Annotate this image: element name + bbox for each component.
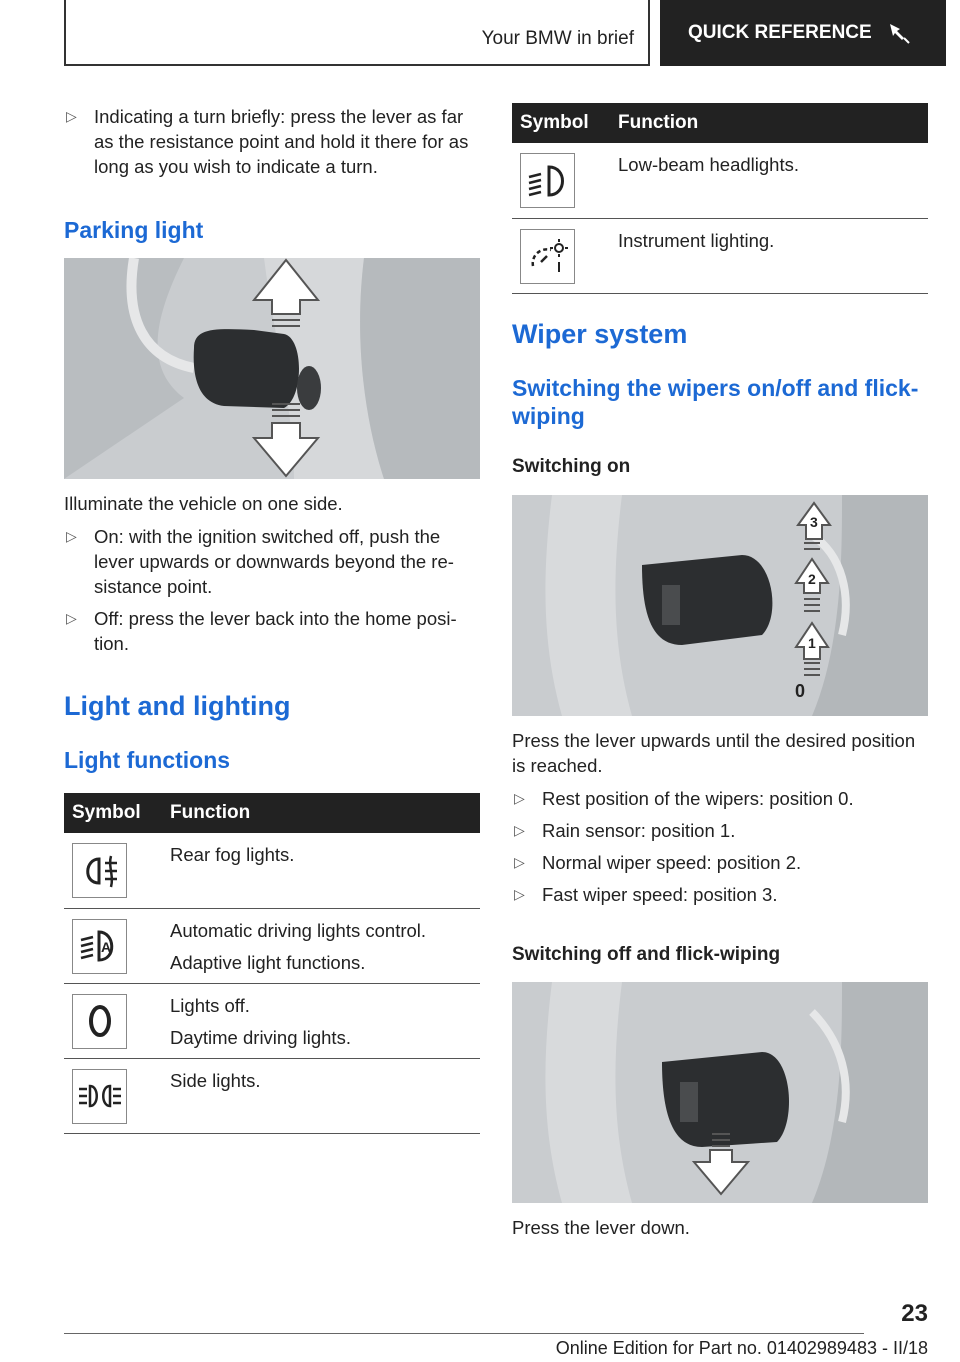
bullet-triangle-icon: ▷ — [514, 822, 525, 838]
switching-on-heading: Switching on — [512, 456, 631, 477]
bullet-triangle-icon: ▷ — [514, 886, 525, 902]
list-item: ▷ Fast wiper speed: position 3. — [514, 884, 778, 905]
quick-reference-tab[interactable] — [660, 0, 946, 66]
function-column-header: Function — [170, 793, 480, 833]
wiper-on-image — [512, 495, 928, 716]
list-item: ▷ Rain sensor: position 1. — [514, 820, 736, 841]
svg-text:A: A — [100, 939, 111, 955]
light-lighting-heading: Light and lighting — [64, 691, 291, 721]
auto-light-icon — [72, 919, 127, 974]
pointer-icon — [886, 20, 912, 46]
symbol-column-header: Symbol — [512, 103, 618, 143]
table-row — [64, 833, 480, 908]
bullet-triangle-icon: ▷ — [66, 610, 77, 626]
table-row — [512, 218, 928, 293]
function-text: Low-beam headlights. — [618, 154, 799, 175]
function-text: Daytime driving lights. — [170, 1026, 351, 1048]
wiper-position-3: 3 — [810, 514, 818, 530]
lights-off-icon — [72, 994, 127, 1049]
side-lights-icon — [72, 1069, 127, 1124]
function-text: Side lights. — [170, 1069, 261, 1091]
wiper-position-2: 2 — [808, 571, 816, 587]
table-header-row — [64, 793, 480, 833]
table-row — [64, 983, 480, 1058]
wiper-system-heading: Wiper system — [512, 319, 688, 349]
list-item: ▷ Rest position of the wipers: position 0. — [514, 788, 854, 809]
wiper-position-1: 1 — [808, 635, 816, 651]
wiper-off-image — [512, 982, 928, 1203]
instrument-lighting-icon — [520, 229, 575, 284]
function-text: Lights off. — [170, 994, 250, 1016]
switching-off-description: Press the lever down. — [512, 1217, 690, 1238]
switching-wipers-heading: Switching the wipers on/off and flick-wiping — [512, 375, 919, 429]
function-column-header: Function — [618, 103, 928, 143]
light-functions-table-continued — [512, 103, 928, 294]
switching-on-description: Press the lever upwards until the desired position is reached. — [512, 730, 916, 776]
footer-edition: Online Edition for Part no. 01402989483 - II/18 — [555, 1338, 928, 1358]
function-text: Automatic driving lights control. — [170, 919, 427, 941]
table-header-row — [512, 103, 928, 143]
bullet-triangle-icon: ▷ — [514, 854, 525, 870]
list-item: ▷ On: with the ignition switched off, push the lever upwards or downwards beyond the resistance point. — [66, 526, 454, 597]
light-functions-table — [64, 793, 480, 1134]
footer-divider — [64, 1333, 864, 1334]
table-row — [64, 1058, 480, 1133]
wiper-position-0: 0 — [795, 681, 806, 701]
function-text: Instrument lighting. — [618, 229, 775, 251]
header-section-title: Your BMW in brief — [481, 28, 634, 49]
quick-reference-label: QUICK REFERENCE — [688, 22, 872, 43]
rear-fog-icon — [72, 843, 127, 898]
bullet-triangle-icon: ▷ — [66, 528, 77, 544]
parking-lever-image — [64, 258, 480, 479]
parking-description: Illuminate the vehicle on one side. — [64, 493, 343, 514]
function-text: Rear fog lights. — [170, 844, 295, 865]
parking-light-heading: Parking light — [64, 217, 204, 243]
list-item: ▷ Indicating a turn briefly: press the lever as far as the resistance point and hold it there for as long as you wish to indicate a turn. — [66, 106, 469, 177]
low-beam-icon — [520, 153, 575, 208]
list-item: ▷ Normal wiper speed: position 2. — [514, 852, 802, 873]
table-row — [512, 143, 928, 218]
switching-off-heading: Switching off and flick-wiping — [512, 944, 781, 965]
page-number: 23 — [901, 1300, 928, 1327]
bullet-triangle-icon: ▷ — [514, 790, 525, 806]
light-functions-heading: Light functions — [64, 747, 231, 773]
function-text: Adaptive light functions. — [170, 951, 366, 973]
symbol-column-header: Symbol — [64, 793, 170, 833]
bullet-triangle-icon: ▷ — [66, 108, 77, 124]
table-row — [64, 908, 480, 983]
list-item: ▷ Off: press the lever back into the home position. — [66, 608, 457, 654]
